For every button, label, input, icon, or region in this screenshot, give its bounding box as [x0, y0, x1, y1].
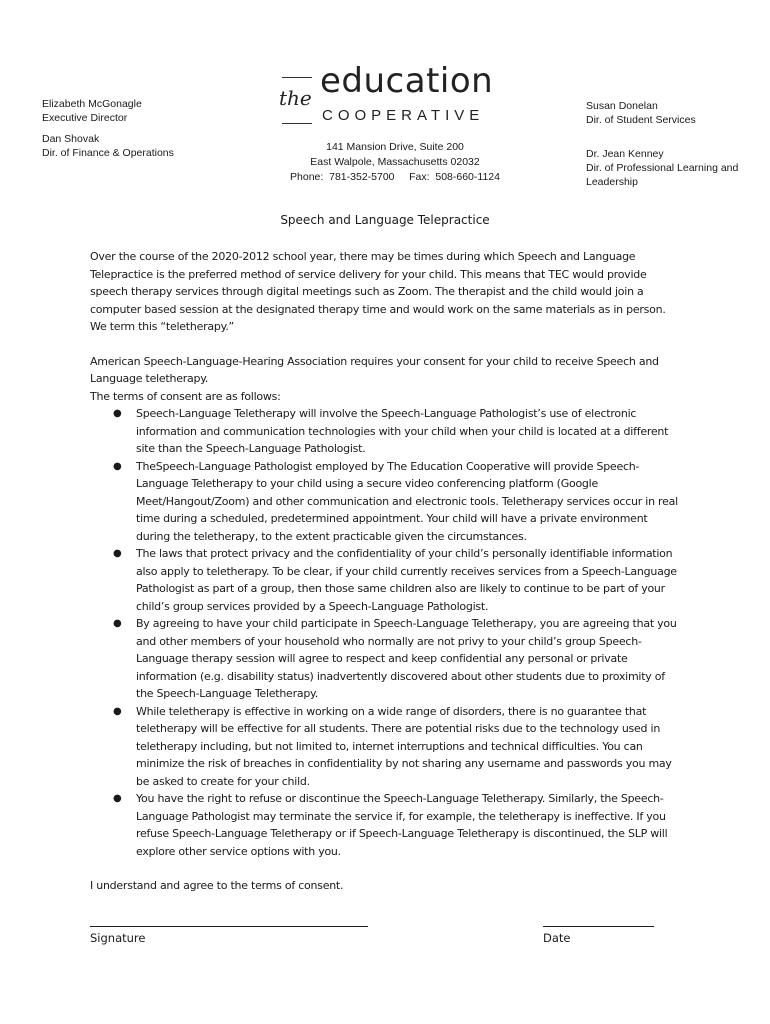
agreement-statement: I understand and agree to the terms of consent. — [90, 879, 344, 892]
logo-the: the — [279, 86, 312, 110]
organization-logo — [278, 61, 508, 127]
terms-list — [90, 405, 680, 860]
address-phone-fax: Phone: 781-352-5700 Fax: 508-660-1124 — [290, 171, 500, 183]
document-body — [90, 248, 680, 895]
term-text: The laws that protect privacy and the confidentiality of your child’s personally identifiable information also apply to teletherapy. To be clear, if your child currently receives services from a Speech-Language Pathologist as part of a group, then those same children also are likely to continue to be part of your child’s group services provided by a Speech-Language Pathologist. — [136, 547, 677, 613]
address-line: 141 Mansion Drive, Suite 200 — [326, 141, 464, 153]
signature-field[interactable] — [90, 912, 368, 927]
date-field[interactable] — [543, 912, 654, 927]
list-item — [113, 405, 680, 458]
staff-name: Elizabeth McGonagle — [42, 98, 142, 110]
list-item — [113, 545, 680, 615]
bullet-icon: ● — [113, 793, 122, 804]
consent-intro-paragraph: American Speech-Language-Hearing Association requires your consent for your child to receive Speech and Language teletherapy. — [90, 354, 659, 385]
date-label: Date — [543, 931, 571, 945]
bullet-icon: ● — [113, 408, 122, 419]
list-item — [113, 615, 680, 703]
right-staff-list — [586, 99, 756, 189]
bullet-icon: ● — [113, 618, 122, 629]
logo-rule-bottom — [282, 123, 312, 124]
staff-executive-director — [42, 97, 174, 125]
staff-professional-learning-director — [586, 147, 756, 189]
staff-title: Dir. of Professional Learning and Leadership — [586, 162, 739, 188]
staff-title: Dir. of Finance & Operations — [42, 147, 174, 159]
terms-heading: The terms of consent are as follows: — [90, 389, 281, 403]
bullet-icon: ● — [113, 548, 122, 559]
list-item — [113, 703, 680, 791]
staff-title: Executive Director — [42, 112, 128, 124]
logo-cooperative: COOPERATIVE — [322, 107, 485, 124]
logo-education: education — [320, 61, 494, 101]
document-title: Speech and Language Telepractice — [280, 213, 490, 227]
bullet-icon: ● — [113, 460, 122, 472]
staff-name: Dr. Jean Kenney — [586, 148, 664, 160]
organization-address — [270, 140, 520, 185]
logo-rule-top — [282, 77, 312, 78]
term-text: By agreeing to have your child participate in Speech-Language Teletherapy, you are agreeing that you and other members of your household who normally are not privy to your child’s group Speech-Language therapy session will agree to respect and keep confidential any personal or private information (e.g. disability status) inadvertently discovered about other students due to proximity of the Speech-Language Teletherapy. — [136, 617, 677, 700]
list-item — [113, 458, 680, 546]
address-line: East Walpole, Massachusetts 02032 — [310, 156, 480, 168]
staff-finance-director — [42, 132, 174, 160]
staff-title: Dir. of Student Services — [586, 114, 696, 126]
left-staff-list — [42, 97, 174, 160]
term-text: You have the right to refuse or discontinue the Speech-Language Teletherapy. Similarly, the Speech-Language Pathologist may terminate the service if, for example, the teletherapy is ineffective. If you refuse Speech-Language Teletherapy or if Speech-Language Teletherapy is discontinued, the SLP will explore other service options with you. — [136, 792, 668, 858]
staff-name: Susan Donelan — [586, 100, 658, 112]
term-text: Speech-Language Teletherapy will involve the Speech-Language Pathologist’s use of electronic information and communication technologies with your child when your child is located at a different site than the Speech-Language Pathologist. — [136, 407, 669, 455]
signature-label: Signature — [90, 931, 146, 945]
term-text: TheSpeech-Language Pathologist employed by The Education Cooperative will provide Speech-Language Teletherapy to your child using a secure video conferencing platform (Google Meet/Hangout/Zoom) and other communication and electronic tools. Teletherapy services occur in real time during a scheduled, predetermined appointment. Your child will have a private environment during the teletherapy, to the extent practicable given the circumstances. — [136, 459, 678, 543]
staff-name: Dan Shovak — [42, 133, 100, 145]
intro-paragraph: Over the course of the 2020-2012 school year, there may be times during which Speech and Language Telepractice is the preferred method of service delivery for your child. This means that TEC would provide speech therapy services through digital meetings such as Zoom. The therapist and the child would join a computer based session at the designated therapy time and would work on the same materials as in person. We term this “teletherapy.” — [90, 250, 666, 333]
staff-student-services-director — [586, 99, 756, 127]
bullet-icon: ● — [113, 705, 122, 717]
term-text: While teletherapy is effective in working on a wide range of disorders, there is no guarantee that teletherapy will be effective for all students. There are potential risks due to the technology used in teletherapy including, but not limited to, internet interruptions and technical difficulties. You can minimize the risk of breaches in confidentiality by not sharing any username and passwords you may be asked to create for your child. — [136, 704, 672, 788]
list-item — [113, 790, 680, 860]
